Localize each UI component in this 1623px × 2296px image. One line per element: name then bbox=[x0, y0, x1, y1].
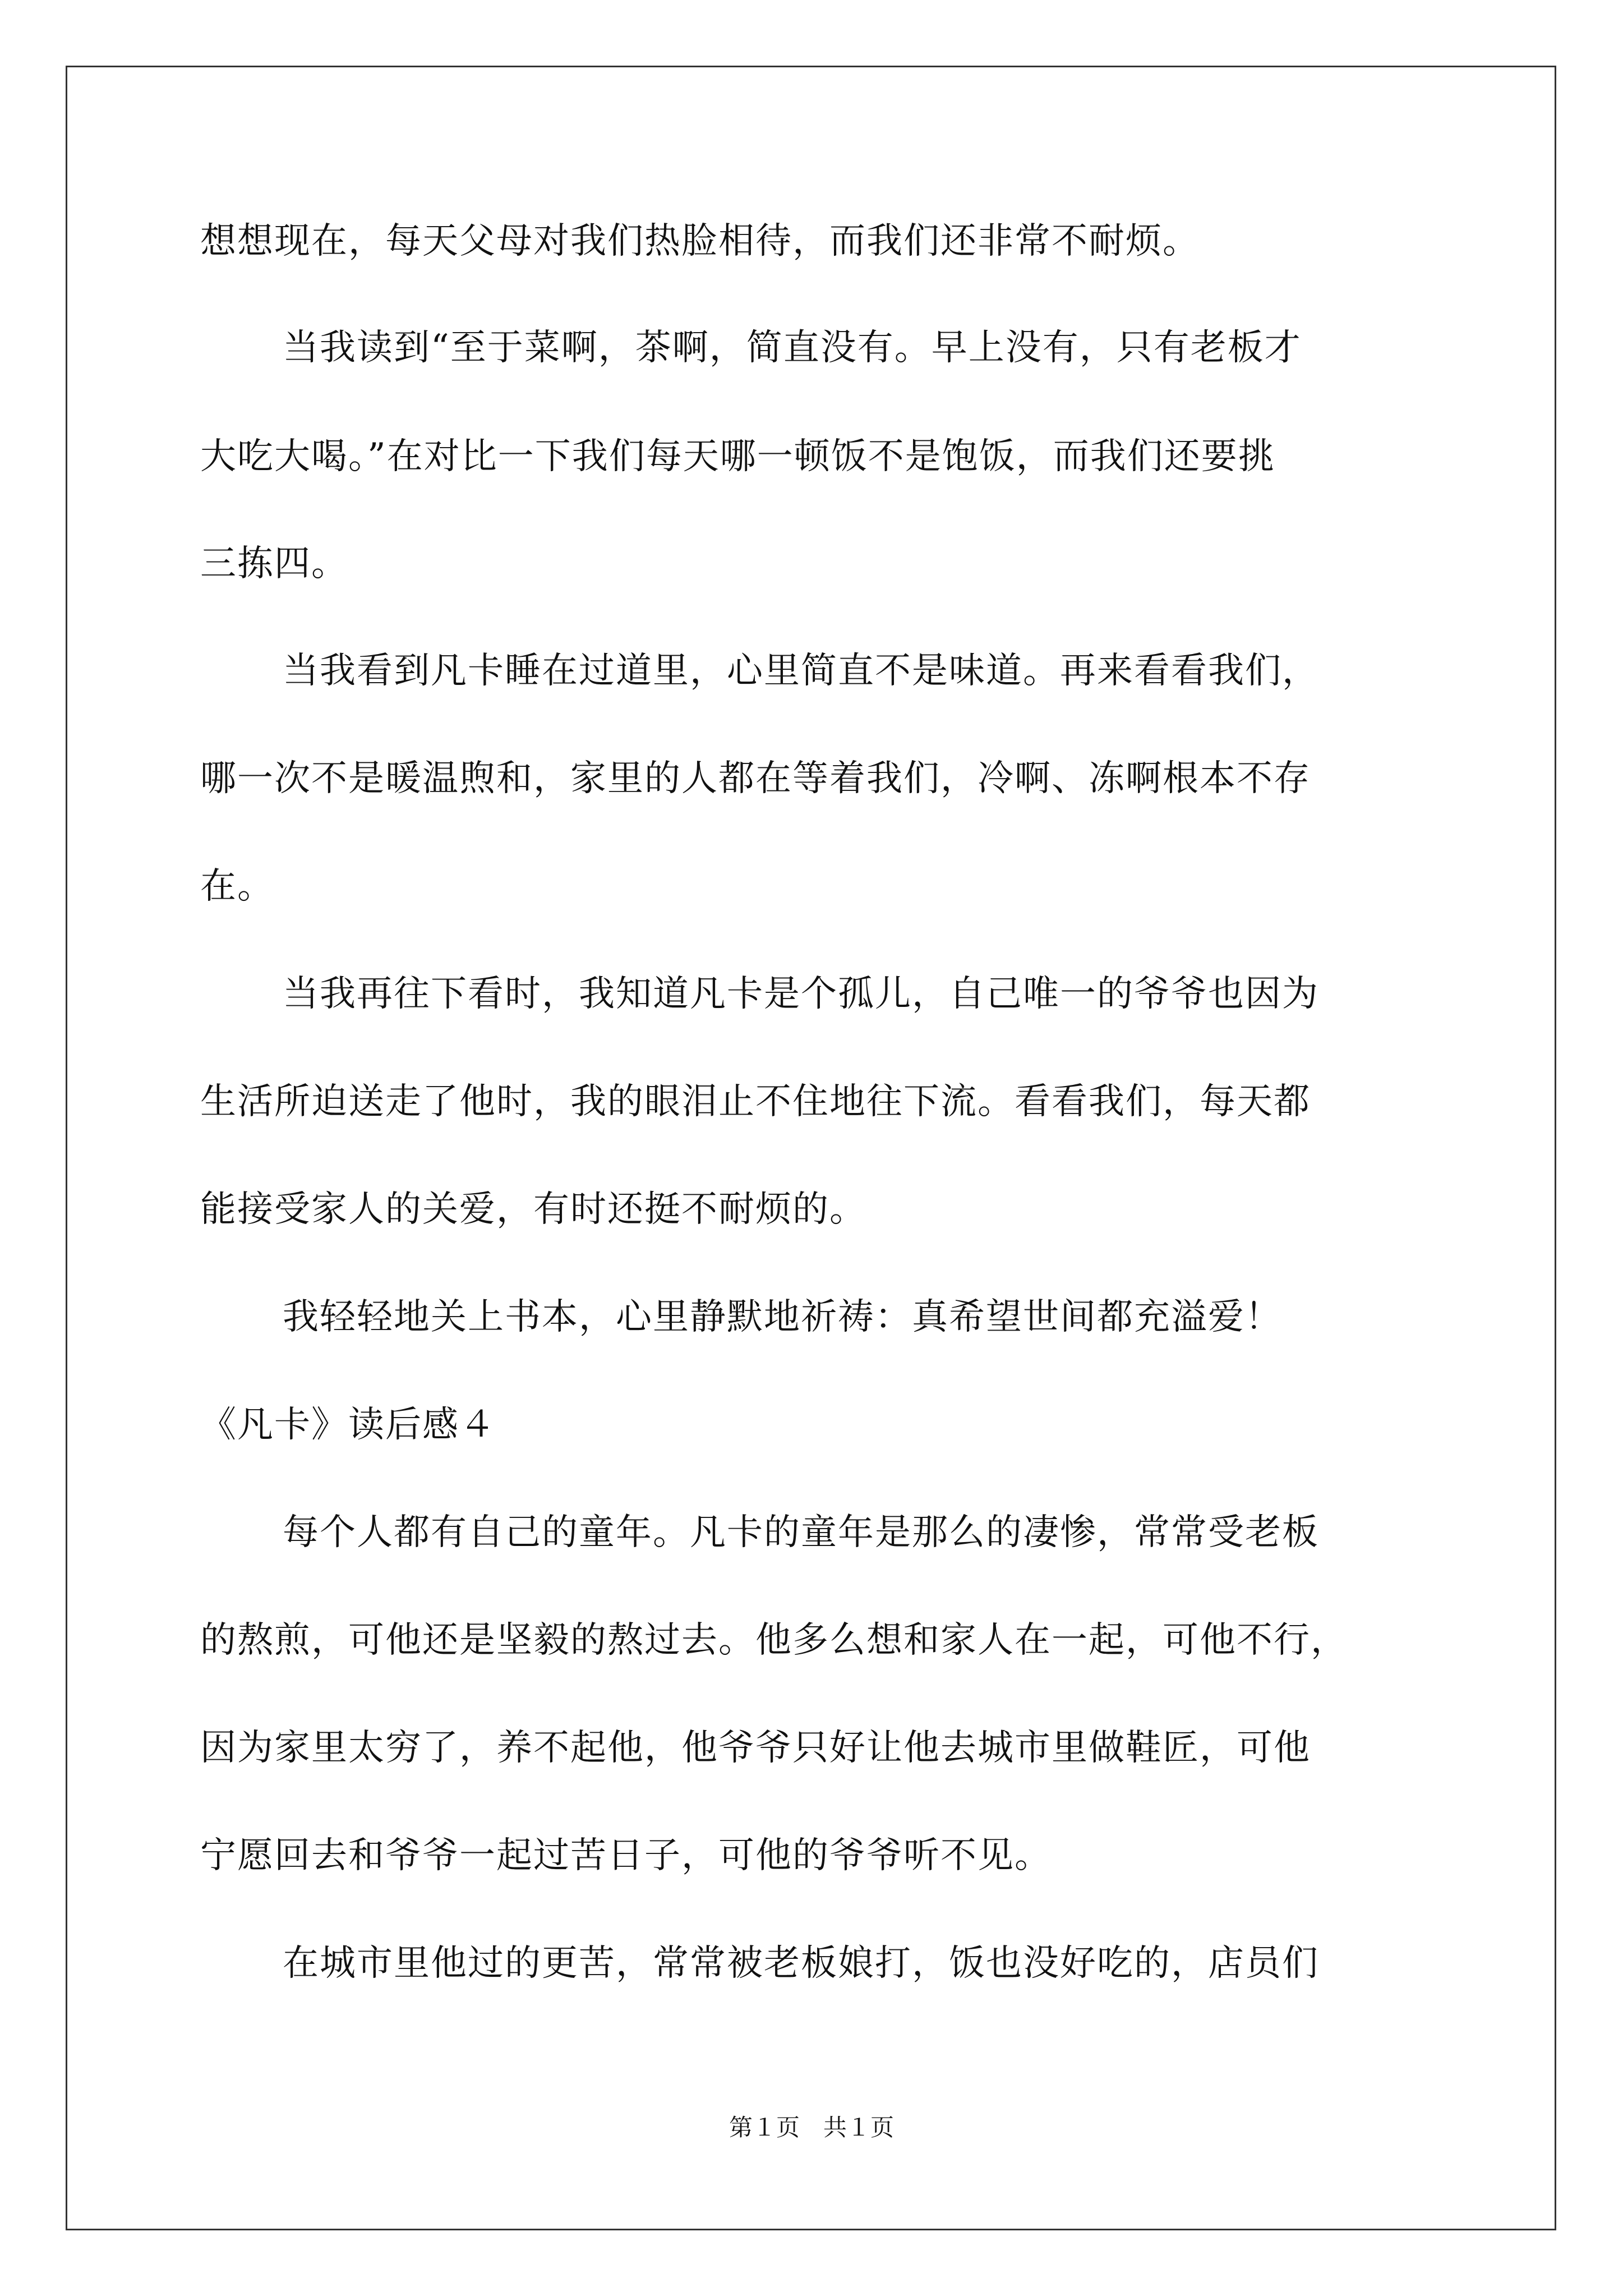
text-line: 大吃大喝。”在对比一下我们每天哪一顿饭不是饱饭，而我们还要挑 bbox=[200, 436, 1275, 477]
text-line: 能接受家人的关爱，有时还挺不耐烦的。 bbox=[200, 1189, 866, 1230]
paragraph-start-line: 当我看到凡卡睡在过道里，心里简直不是味道。再来看看我们， bbox=[283, 650, 1319, 692]
section-heading: 《凡卡》读后感４ bbox=[200, 1404, 496, 1446]
text-line: 哪一次不是暖温煦和，家里的人都在等着我们，冷啊、冻啊根本不存 bbox=[200, 758, 1311, 799]
text-line: 的熬煎，可他还是坚毅的熬过去。他多么想和家人在一起，可他不行， bbox=[200, 1619, 1348, 1661]
text-line: 宁愿回去和爷爷一起过苦日子，可他的爷爷听不见。 bbox=[200, 1835, 1052, 1876]
page-border bbox=[66, 66, 1556, 2230]
paragraph-start-line: 我轻轻地关上书本，心里静默地祈祷：真希望世间都充溢爱！ bbox=[283, 1296, 1282, 1338]
page-footer: 第１页 共１页 bbox=[728, 2114, 894, 2141]
paragraph-start-line: 当我再往下看时，我知道凡卡是个孤儿，自己唯一的爷爷也因为 bbox=[283, 973, 1319, 1015]
text-line: 在。 bbox=[200, 866, 274, 907]
text-line: 想想现在，每天父母对我们热脸相待，而我们还非常不耐烦。 bbox=[200, 220, 1200, 262]
paragraph-start-line: 当我读到“至于菜啊，茶啊，简直没有。早上没有，只有老板才 bbox=[283, 327, 1302, 369]
text-line: 因为家里太穷了，养不起他，他爷爷只好让他去城市里做鞋匠，可他 bbox=[200, 1727, 1311, 1769]
text-line: 生活所迫送走了他时，我的眼泪止不住地往下流。看看我们，每天都 bbox=[200, 1081, 1311, 1122]
text-line: 三拣四。 bbox=[200, 543, 348, 585]
paragraph-start-line: 在城市里他过的更苦，常常被老板娘打，饭也没好吃的，店员们 bbox=[283, 1943, 1319, 1984]
paragraph-start-line: 每个人都有自己的童年。凡卡的童年是那么的凄惨，常常受老板 bbox=[283, 1512, 1319, 1553]
